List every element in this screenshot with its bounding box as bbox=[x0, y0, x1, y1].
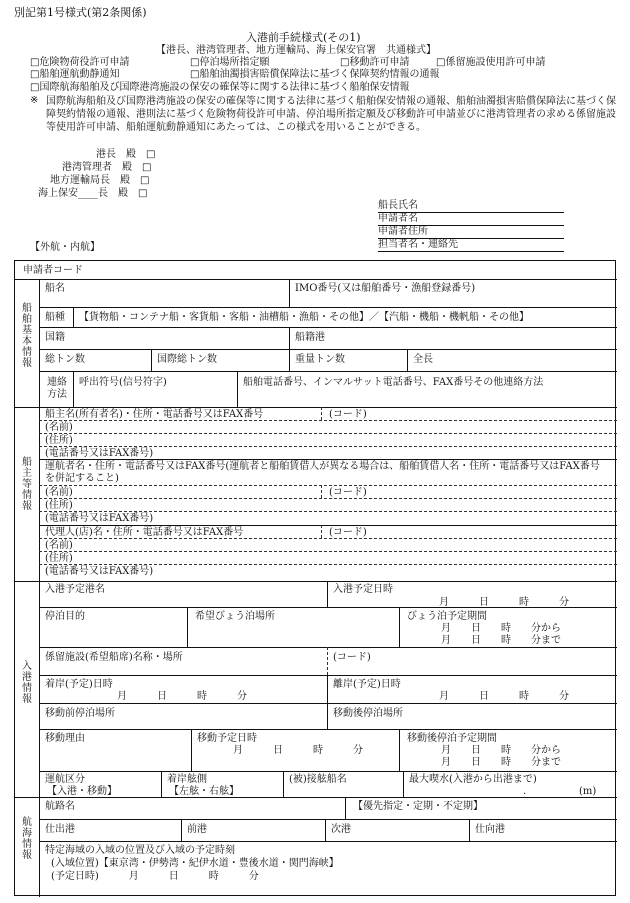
move-reason-label: 移動理由 bbox=[45, 733, 85, 744]
operator-name[interactable]: (名前) bbox=[45, 487, 73, 498]
anchor-period-from[interactable]: 月 日 時 分から bbox=[441, 623, 561, 634]
note-mark: ※ bbox=[30, 95, 39, 106]
contact-person-label: 担当者名・連絡先 bbox=[378, 239, 458, 250]
application-table bbox=[14, 260, 616, 896]
check-move-permit[interactable]: □移動許可申請 bbox=[340, 57, 410, 68]
purpose-label: 停泊目的 bbox=[45, 611, 85, 622]
planned-port-label: 入港予定港名 bbox=[45, 584, 105, 595]
applicant-address-field[interactable] bbox=[378, 227, 564, 239]
agent-name[interactable]: (名前) bbox=[45, 540, 73, 551]
ship-kind-options[interactable]: 【貨物船・コンテナ船・客貨船・客船・油槽船・漁船・その他】／【汽船・機船・機帆船・その他】 bbox=[79, 312, 529, 323]
addressee-port-authority[interactable]: 港湾管理者 殿 □ bbox=[62, 162, 152, 173]
route-options[interactable]: 【優先指定・定期・不定期】 bbox=[353, 801, 483, 812]
owner-label: 船主名(所有者名)・住所・電話番号又はFAX番号 bbox=[45, 409, 264, 420]
check-dangerous-cargo[interactable]: □危険物荷役許可申請 bbox=[30, 57, 130, 68]
berthing-side-label: 着岸舷側 bbox=[167, 774, 207, 785]
applicant-code-label: 申請者コード bbox=[23, 265, 83, 276]
nationality-label: 国籍 bbox=[45, 332, 65, 343]
deadweight-label: 重量トン数 bbox=[295, 354, 345, 365]
applicant-name-field[interactable] bbox=[378, 214, 564, 226]
sea-area-position[interactable]: (入域位置)【東京湾・伊勢湾・紀伊水道・豊後水道・関門海峡】 bbox=[51, 858, 339, 869]
destination-port-label: 仕向港 bbox=[475, 824, 505, 835]
operator-tel[interactable]: (電話番号又はFAX番号) bbox=[45, 513, 154, 524]
captain-name-field[interactable] bbox=[378, 201, 564, 213]
anchor-period-to[interactable]: 月 日 時 分まで bbox=[441, 635, 561, 646]
before-move-label: 移動前停泊場所 bbox=[45, 708, 115, 719]
section-voyage: 航海情報 bbox=[22, 817, 32, 861]
agent-code[interactable]: (コード) bbox=[329, 527, 367, 538]
form-title: 入港前手続様式(その1) bbox=[246, 31, 361, 44]
voyage-type[interactable]: 【外航・内航】 bbox=[30, 242, 100, 253]
agent-tel[interactable]: (電話番号又はFAX番号) bbox=[45, 566, 154, 577]
after-move-period-label: 移動後停泊予定期間 bbox=[407, 733, 497, 744]
facility-label: 係留施設(希望船席)名称・場所 bbox=[45, 652, 183, 663]
gross-tonnage-label: 総トン数 bbox=[45, 354, 85, 365]
agent-label: 代理人(店)名・住所・電話番号又はFAX番号 bbox=[45, 527, 244, 538]
alongside-ship-label: (被)接舷船名 bbox=[289, 774, 347, 785]
check-ship-movement[interactable]: □船舶運航動静通知 bbox=[30, 69, 120, 80]
form-id: 別記第1号様式(第2条関係) bbox=[14, 6, 147, 19]
applicant-name-label: 申請者名 bbox=[378, 213, 418, 224]
applicant-address-label: 申請者住所 bbox=[378, 226, 428, 237]
max-draft-unit: (m) bbox=[579, 786, 597, 797]
contact-method-label: 連絡方法 bbox=[47, 377, 67, 400]
planned-datetime-label: 入港予定日時 bbox=[333, 584, 393, 595]
addressee-coast-guard[interactable]: 海上保安____長 殿 □ bbox=[38, 188, 148, 199]
sea-area-label: 特定海域の入域の位置及び入域の予定時刻 bbox=[45, 845, 235, 856]
operator-address[interactable]: (住所) bbox=[45, 500, 73, 511]
addressee-transport-bureau[interactable]: 地方運輸局長 殿 □ bbox=[50, 175, 150, 186]
captain-name-label: 船長氏名 bbox=[378, 200, 418, 211]
section-ship-basic: 船舶基本情報 bbox=[22, 303, 32, 369]
contact-person-field[interactable] bbox=[378, 240, 564, 252]
after-move-period-to[interactable]: 月 日 時 分まで bbox=[441, 757, 561, 768]
facility-code[interactable]: (コード) bbox=[333, 652, 371, 663]
berthing-label: 着岸(予定)日時 bbox=[45, 679, 113, 690]
check-mooring-facility[interactable]: □係留施設使用許可申請 bbox=[436, 57, 546, 68]
prev-port-label: 前港 bbox=[187, 824, 207, 835]
length-label: 全長 bbox=[413, 354, 433, 365]
form-subtitle: 【港長、港湾管理者、地方運輸局、海上保安官署 共通様式】 bbox=[156, 45, 436, 56]
route-label: 航路名 bbox=[45, 801, 75, 812]
port-of-registry-label: 船籍港 bbox=[295, 332, 325, 343]
call-sign-label: 呼出符号(信号符字) bbox=[79, 377, 167, 388]
berthing-side-options[interactable]: 【左舷・右舷】 bbox=[169, 786, 239, 797]
op-class-label: 運航区分 bbox=[45, 774, 85, 785]
owner-name[interactable]: (名前) bbox=[45, 422, 73, 433]
check-ship-security[interactable]: □国際航海船舶及び国際港湾施設の保安の確保等に関する法律に基づく船舶保安情報 bbox=[30, 82, 410, 93]
owner-address[interactable]: (住所) bbox=[45, 435, 73, 446]
ship-phone-label: 船舶電話番号、インマルサット電話番号、FAX番号その他連絡方法 bbox=[243, 377, 544, 388]
anchor-period-label: びょう泊予定期間 bbox=[407, 611, 487, 622]
ship-kind-label: 船種 bbox=[45, 312, 65, 323]
section-entry: 入港情報 bbox=[22, 661, 32, 705]
owner-code[interactable]: (コード) bbox=[329, 409, 367, 420]
section-owner: 船主等情報 bbox=[22, 457, 32, 512]
after-move-label: 移動後停泊場所 bbox=[333, 708, 403, 719]
next-port-label: 次港 bbox=[331, 824, 351, 835]
ship-name-label: 船名 bbox=[45, 283, 65, 294]
move-datetime-label: 移動予定日時 bbox=[197, 733, 257, 744]
unberthing-label: 離岸(予定)日時 bbox=[333, 679, 401, 690]
unberthing-value[interactable]: 月 日 時 分 bbox=[439, 691, 569, 702]
departure-port-label: 仕出港 bbox=[45, 824, 75, 835]
operator-label: 運航者名・住所・電話番号又はFAX番号(運航者と船舶賃借人が異なる場合は、船舶賃借人名・住所・電話番号又はFAX番号を併記すること) bbox=[45, 461, 600, 484]
agent-address[interactable]: (住所) bbox=[45, 553, 73, 564]
intl-gross-tonnage-label: 国際総トン数 bbox=[157, 354, 217, 365]
check-oil-pollution[interactable]: □船舶油濁損害賠償保障法に基づく保障契約情報の通報 bbox=[190, 69, 440, 80]
anchorage-label: 希望びょう泊場所 bbox=[195, 611, 275, 622]
max-draft-label: 最大喫水(入港から出港まで) bbox=[409, 774, 537, 785]
addressee-harbor-master[interactable]: 港長 殿 □ bbox=[96, 149, 156, 160]
op-class-options[interactable]: 【入港・移動】 bbox=[47, 786, 117, 797]
check-anchorage-designation[interactable]: □停泊場所指定願 bbox=[190, 57, 270, 68]
operator-code[interactable]: (コード) bbox=[329, 487, 367, 498]
note-text: 国際航海船舶及び国際港湾施設の保安の確保等に関する法律に基づく船舶保安情報の通報、船舶油濁損害賠償保障法に基づく保障契約情報の通報、港則法に基づく危険物荷役許可申請、停泊場所指定願及び移動許可申請並びに港湾管理者の求める係留施設等使用許可申請、船舶運航動静通知にあたっては、この様式を用いることができる。 bbox=[46, 96, 616, 133]
sea-area-time[interactable]: (予定日時) 月 日 時 分 bbox=[51, 871, 259, 882]
owner-tel[interactable]: (電話番号又はFAX番号) bbox=[45, 448, 154, 459]
imo-number-label: IMO番号(又は船舶番号・漁船登録番号) bbox=[295, 283, 476, 294]
move-datetime-value[interactable]: 月 日 時 分 bbox=[233, 745, 363, 756]
max-draft-dot: . bbox=[523, 786, 527, 797]
planned-datetime-value[interactable]: 月 日 時 分 bbox=[439, 597, 569, 608]
berthing-value[interactable]: 月 日 時 分 bbox=[117, 691, 247, 702]
after-move-period-from[interactable]: 月 日 時 分から bbox=[441, 745, 561, 756]
